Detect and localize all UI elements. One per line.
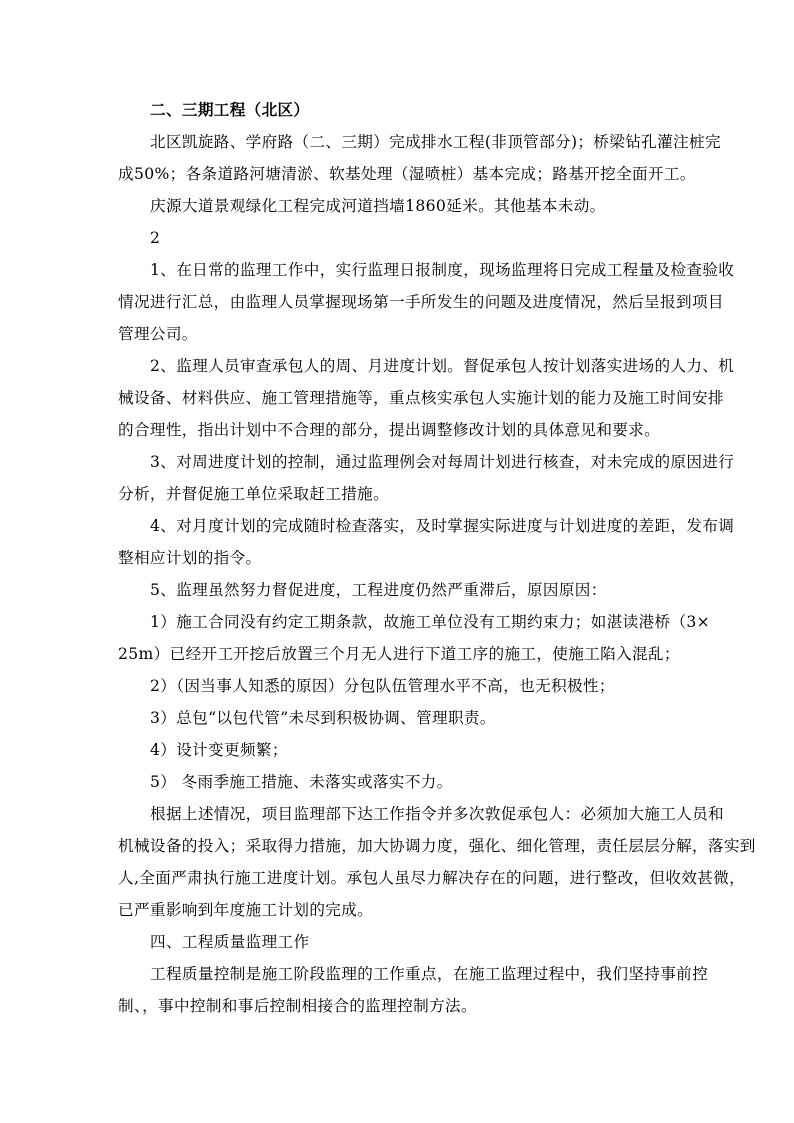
list-item-3-line: 3、对周进度计划的控制，通过监理例会对每周计划进行核查，对未完成的原因进行 xyxy=(150,453,735,471)
paragraph-line: 成50%；各条道路河塘清淤、软基处理（湿喷桩）基本完成；路基开挖全面开工。 xyxy=(118,165,696,183)
list-item-2-line: 械设备、材料供应、施工管理措施等，重点核实承包人实施计划的能力及施工时间安排 xyxy=(118,389,724,407)
reason-3: 3）总包“以包代管”未尽到积极协调、管理职责。 xyxy=(150,709,496,727)
list-item-4-line: 4、对月度计划的完成随时检查落实，及时掌握实际进度与计划进度的差距，发布调 xyxy=(150,517,735,535)
list-item-5-line: 5、监理虽然努力督促进度，工程进度仍然严重滞后，原因原因： xyxy=(150,581,607,599)
list-item-1-line: 管理公司。 xyxy=(118,325,198,343)
list-item-3-line: 分析，并督促施工单位采取赶工措施。 xyxy=(118,485,390,503)
list-item-4-line: 整相应计划的指令。 xyxy=(118,549,262,567)
list-item-2-line: 的合理性，指出计划中不合理的部分，提出调整修改计划的具体意见和要求。 xyxy=(118,421,661,439)
reason-5: 5） 冬雨季施工措施、未落实或落实不力。 xyxy=(150,773,453,791)
summary-line: 人,全面严肃执行施工进度计划。承包人虽尽力解决存在的问题，进行整改，但收效甚微， xyxy=(118,869,746,887)
summary-line: 已严重影响到年度施工计划的完成。 xyxy=(118,901,374,919)
list-item-1-line: 情况进行汇总，由监理人员掌握现场第一手所发生的问题及进度情况，然后呈报到项目 xyxy=(118,293,724,311)
section-4-text-line: 制、，事中控制和事后控制相接合的监理控制方法。 xyxy=(118,997,477,1015)
reason-1-line: 25m）已经开工开挖后放置三个月无人进行下道工序的施工，使施工陷入混乱； xyxy=(118,645,680,663)
list-item-2-line: 2、监理人员审查承包人的周、月进度计划。督促承包人按计划落实进场的人力、机 xyxy=(150,357,735,375)
paragraph-line: 庆源大道景观绿化工程完成河道挡墙1860延米。其他基本未动。 xyxy=(150,197,606,215)
reason-1-line: 1）施工合同没有约定工期条款，故施工单位没有工期约束力；如湛读港桥（3× xyxy=(150,613,711,631)
reason-2: 2）（因当事人知悉的原因）分包队伍管理水平不高，也无积极性； xyxy=(150,677,615,695)
section-4-heading: 四、工程质量监理工作 xyxy=(150,933,310,951)
heading-phase3-north: 二、三期工程（北区） xyxy=(150,100,310,119)
paragraph-line: 北区凯旋路、学府路（二、三期）完成排水工程(非顶管部分)；桥梁钻孔灌注桩完 xyxy=(150,133,721,151)
summary-line: 根据上述情况，项目监理部下达工作指令并多次敦促承包人：必须加大施工人员和 xyxy=(150,805,724,823)
list-item-1-line: 1、在日常的监理工作中，实行监理日报制度，现场监理将日完成工程量及检查验收 xyxy=(150,261,735,279)
summary-line: 机械设备的投入；采取得力措施，加大协调力度，强化、细化管理，责任层层分解，落实到 xyxy=(118,837,756,855)
section-number: 2 xyxy=(150,229,161,247)
reason-4: 4）设计变更频繁； xyxy=(150,741,288,759)
section-4-text-line: 工程质量控制是施工阶段监理的工作重点，在施工监理过程中，我们坚持事前控 xyxy=(150,965,709,983)
